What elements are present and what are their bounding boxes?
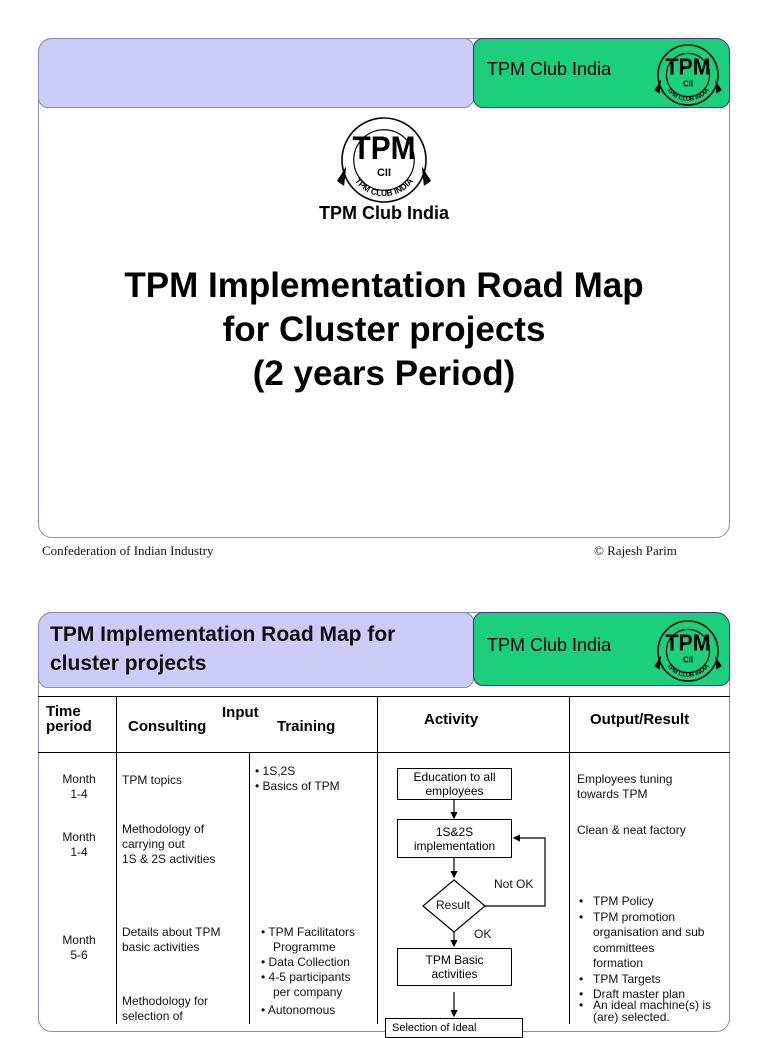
header-training: Training — [277, 718, 336, 735]
header-time-period — [46, 704, 92, 734]
header-line: period — [46, 718, 92, 735]
cell-line: Details about TPM — [122, 925, 221, 939]
cell-line: • Data Collection — [261, 955, 355, 970]
cell-line: • TPM promotion — [579, 910, 711, 926]
output-cell — [577, 772, 672, 802]
flow-loop-arrow — [485, 838, 545, 906]
cell-line: TPM topics — [122, 773, 183, 787]
consulting-cell — [122, 773, 182, 788]
flow-line: 1S&2S — [435, 824, 474, 839]
title-line: (2 years Period) — [252, 354, 516, 393]
header-input: Input — [222, 704, 259, 721]
header-consulting: Consulting — [128, 718, 207, 735]
logo-ring-text: TPM CLUB INDIA — [665, 87, 711, 103]
flow-decision-label: Result — [436, 898, 471, 912]
tpm-club-logo-icon — [650, 615, 726, 683]
logo-mini-text: CII — [377, 166, 391, 179]
column-divider — [249, 752, 250, 1024]
cell-line: (are) selected. — [593, 1010, 670, 1024]
title-line: for Cluster projects — [222, 310, 546, 349]
cell-line: formation — [593, 956, 644, 970]
footer-organization: Confederation of Indian Industry — [42, 543, 214, 558]
flow-line: activities — [431, 967, 478, 981]
slide-2-title — [50, 620, 470, 678]
cell-line: • TPM Targets — [579, 972, 711, 988]
output-cell — [579, 894, 711, 1024]
cell-line: 1S & 2S activities — [122, 852, 216, 866]
logo-mark-text: TPM — [352, 129, 416, 167]
training-cell — [255, 764, 340, 794]
time-cell — [56, 933, 102, 963]
cell-line: committees — [593, 940, 655, 955]
logo-wing — [654, 656, 661, 670]
logo-mark-text: TPM — [665, 629, 711, 656]
logo-wing — [715, 80, 722, 94]
cell-line: • TPM Policy — [579, 894, 711, 910]
consulting-cell — [122, 822, 215, 867]
cell-line: basic activities — [122, 940, 200, 954]
column-divider — [569, 696, 570, 1024]
training-cell — [261, 925, 355, 1018]
emblem-org-label: TPM Club India — [319, 203, 449, 223]
cell-line: • An ideal machine(s) is — [579, 1000, 711, 1011]
cell-line: Programme — [273, 940, 336, 954]
slide-1-header-bar — [38, 38, 474, 108]
cell-line: organisation and sub — [593, 925, 705, 939]
logo-wing — [715, 656, 722, 670]
consulting-cell — [122, 925, 221, 955]
cell-line: • 4-5 participants — [261, 970, 355, 985]
header-output: Output/Result — [590, 711, 690, 728]
flow-ok-label: OK — [474, 927, 492, 941]
cell-line: Methodology for — [122, 994, 209, 1008]
footer-copyright: © Rajesh Parim — [594, 543, 677, 558]
cell-line: • Basics of TPM — [255, 779, 340, 794]
tpm-club-emblem-icon — [330, 112, 438, 204]
logo-mini-text: CII — [683, 79, 693, 89]
consulting-cell — [122, 994, 208, 1024]
cell-line: • TPM Facilitators — [261, 925, 355, 940]
header-org-label: TPM Club India — [487, 635, 612, 655]
header-org-label: TPM Club India — [487, 59, 612, 79]
title-line: TPM Implementation Road Map — [124, 266, 644, 305]
logo-wing — [422, 166, 431, 186]
cell-line: carrying out — [122, 837, 185, 851]
title-line: TPM Implementation Road Map for — [50, 623, 396, 646]
logo-wing — [337, 166, 346, 186]
tpm-club-logo-icon — [650, 39, 726, 107]
title-line: cluster projects — [50, 652, 207, 675]
slide-1-title — [60, 264, 708, 396]
cell-line: 1-4 — [70, 845, 88, 859]
cell-line: • Draft master plan — [579, 989, 711, 1000]
header-activity: Activity — [424, 711, 479, 728]
logo-mark-text: TPM — [665, 53, 711, 80]
logo-ring-text: TPM CLUB INDIA — [665, 663, 711, 679]
cell-line: Employees tuning — [577, 772, 673, 786]
cell-line: 1-4 — [70, 787, 88, 801]
flow-line: TPM Basic — [425, 953, 484, 967]
column-divider — [116, 696, 117, 1024]
logo-wing — [654, 80, 661, 94]
cell-line: Clean & neat factory — [577, 823, 686, 837]
slide-2-header-badge — [473, 612, 730, 686]
output-cell — [577, 823, 686, 838]
time-cell — [56, 772, 102, 802]
flow-line: implementation — [413, 838, 496, 853]
cell-line: Month — [62, 772, 96, 786]
cell-line: towards TPM — [577, 787, 648, 801]
cell-line: Methodology of — [122, 822, 205, 836]
cell-line: 5-6 — [70, 948, 88, 962]
logo-ring-text: TPM CLUB INDIA — [353, 175, 416, 199]
header-line: Time — [46, 703, 81, 720]
logo-mini-text: CII — [683, 655, 693, 665]
cell-line: per company — [273, 985, 343, 999]
table-top-rule — [38, 696, 730, 697]
cell-line: Month — [62, 830, 96, 844]
flow-box-label: Education to all employees — [413, 770, 496, 798]
flow-box-label: Selection of Ideal — [392, 1022, 477, 1034]
time-cell — [56, 830, 102, 860]
cell-line: • 1S,2S — [255, 764, 340, 779]
cell-line: selection of — [122, 1009, 183, 1023]
cell-line: Month — [62, 933, 96, 947]
slide-1-header-badge — [473, 38, 730, 108]
cell-line: • Autonomous — [261, 1003, 355, 1018]
flow-not-ok-label: Not OK — [494, 877, 534, 891]
flow-connectors — [377, 752, 569, 1024]
